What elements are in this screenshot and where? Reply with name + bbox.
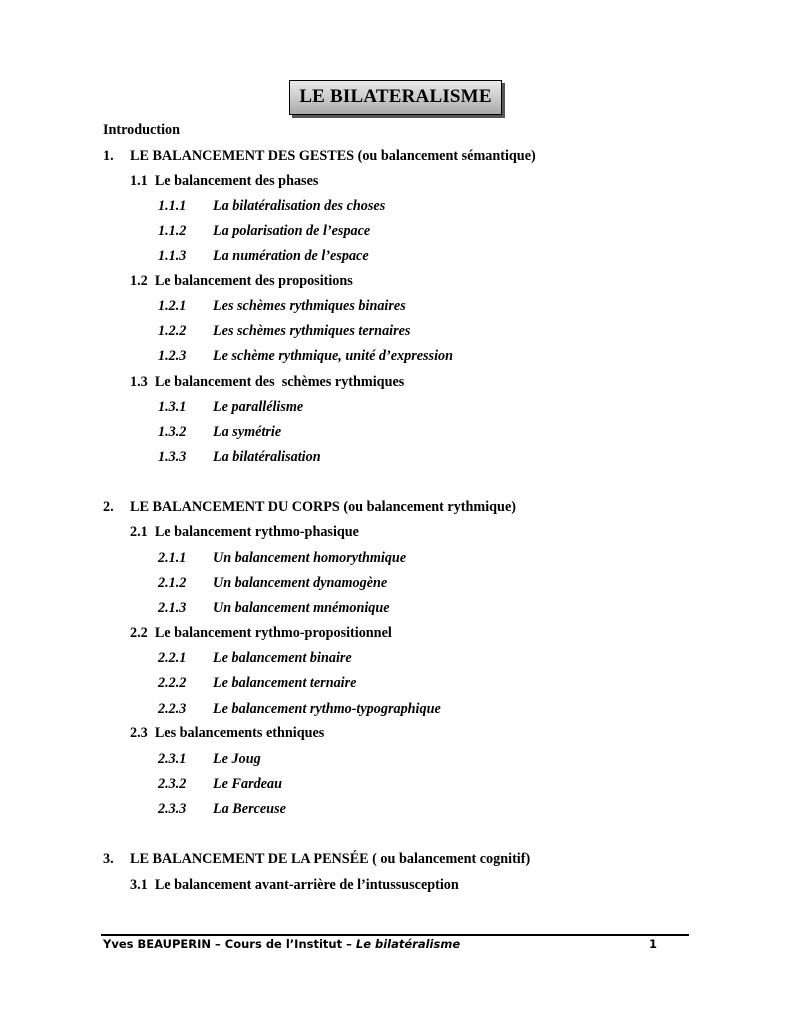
item-title: Le Joug (213, 751, 261, 767)
item-number: 1.2.2 (158, 323, 187, 339)
item-number: 2.2.1 (158, 650, 187, 666)
item-number: 2.2.3 (158, 701, 187, 717)
item-number: 1.2.1 (158, 298, 187, 314)
item-number: 2.3.3 (158, 801, 187, 817)
section-title: LE BALANCEMENT DE LA PENSÉE ( ou balancement cognitif) (130, 851, 531, 867)
item-number: 1.1.2 (158, 223, 187, 239)
item-number: 1.3.3 (158, 449, 187, 465)
item-number: 1.1.1 (158, 198, 187, 214)
item-number: 1.3.1 (158, 399, 187, 415)
section-number: 1. (103, 148, 114, 164)
subsection-heading: 2.2 Le balancement rythmo-propositionnel (130, 625, 392, 641)
item-title: La numération de l’espace (213, 248, 369, 264)
item-title: La bilatéralisation (213, 449, 321, 465)
item-title: Le balancement binaire (213, 650, 352, 666)
item-title: La Berceuse (213, 801, 286, 817)
section-number: 2. (103, 499, 114, 515)
footer-text (103, 937, 460, 951)
subsection-heading: 2.1 Le balancement rythmo-phasique (130, 524, 359, 540)
item-title: Le schème rythmique, unité d’expression (213, 348, 453, 364)
subsection-heading: 2.3 Les balancements ethniques (130, 725, 325, 741)
item-title: Le Fardeau (213, 776, 282, 792)
footer-author-course: Yves BEAUPERIN – Cours de l’Institut – (103, 937, 356, 951)
document-title: LE BILATERALISME (289, 80, 501, 115)
subsection-heading: 3.1 Le balancement avant-arrière de l’intussusception (130, 877, 459, 893)
footer-doc-title: Le bilatéralisme (355, 937, 461, 951)
title-area (0, 80, 791, 115)
item-number: 1.1.3 (158, 248, 187, 264)
page-number: 1 (648, 937, 657, 951)
item-number: 2.3.1 (158, 751, 187, 767)
item-title: Un balancement mnémonique (213, 600, 390, 616)
item-number: 1.2.3 (158, 348, 187, 364)
item-number: 2.1.3 (158, 600, 187, 616)
item-number: 2.2.2 (158, 675, 187, 691)
item-title: Un balancement dynamogène (213, 575, 388, 591)
page-footer (103, 937, 687, 955)
item-title: Les schèmes rythmiques ternaires (213, 323, 411, 339)
item-number: 2.3.2 (158, 776, 187, 792)
section-number: 3. (103, 851, 114, 867)
item-title: Le parallélisme (213, 399, 304, 415)
item-title: La symétrie (213, 424, 282, 440)
item-title: La bilatéralisation des choses (213, 198, 386, 214)
item-title: Le balancement ternaire (213, 675, 357, 691)
section-title: LE BALANCEMENT DES GESTES (ou balancement sémantique) (130, 148, 536, 164)
item-title: Le balancement rythmo-typographique (213, 701, 441, 717)
subsection-heading: 1.3 Le balancement des schèmes rythmiques (130, 374, 405, 390)
intro-heading: Introduction (103, 122, 180, 138)
section-title: LE BALANCEMENT DU CORPS (ou balancement rythmique) (130, 499, 516, 515)
item-number: 2.1.2 (158, 575, 187, 591)
item-title: La polarisation de l’espace (213, 223, 371, 239)
subsection-heading: 1.1 Le balancement des phases (130, 173, 319, 189)
item-number: 2.1.1 (158, 550, 187, 566)
item-title: Les schèmes rythmiques binaires (213, 298, 406, 314)
footer-rule (101, 934, 689, 936)
item-title: Un balancement homorythmique (213, 550, 407, 566)
subsection-heading: 1.2 Le balancement des propositions (130, 273, 353, 289)
item-number: 1.3.2 (158, 424, 187, 440)
